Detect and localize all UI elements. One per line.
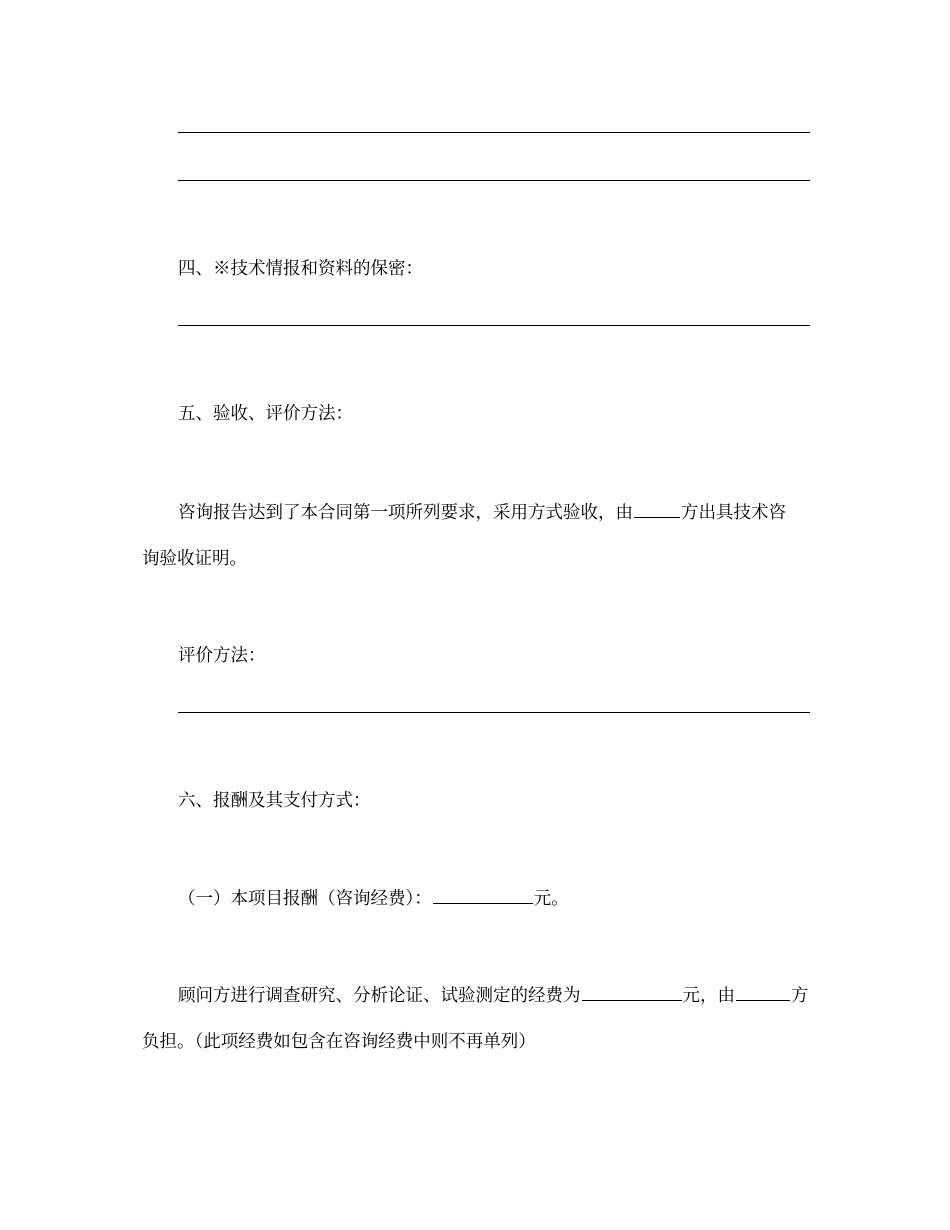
acceptance-text-part2: 方出具技术咨 xyxy=(681,503,786,523)
acceptance-paragraph-line-2: 询验收证明。 xyxy=(142,549,247,569)
evaluation-fill-line xyxy=(178,712,810,713)
remuneration-label: （一）本项目报酬（咨询经费）： xyxy=(178,889,432,909)
section-5-heading: 五、验收、评价方法： xyxy=(178,404,353,424)
research-fee-paragraph-line-2: 负担。（此项经费如包含在咨询经费中则不再单列） xyxy=(142,1032,536,1052)
remuneration-item-1 xyxy=(178,889,569,909)
research-fee-party-blank xyxy=(736,986,790,1001)
evaluation-method-label: 评价方法： xyxy=(178,646,266,666)
research-fee-text-part3: 方 xyxy=(791,986,809,1006)
fill-line-2 xyxy=(178,180,810,181)
section-4-heading: 四、※技术情报和资料的保密： xyxy=(178,259,423,279)
research-fee-amount-blank xyxy=(582,986,682,1001)
section-4-fill-line xyxy=(178,325,810,326)
research-fee-paragraph-line-1 xyxy=(178,986,809,1006)
acceptance-text-part1: 咨询报告达到了本合同第一项所列要求，采用方式验收，由 xyxy=(178,503,633,523)
fill-line-1 xyxy=(178,132,810,133)
remuneration-amount-blank xyxy=(433,889,533,904)
remuneration-unit: 元。 xyxy=(533,889,569,909)
acceptance-paragraph-line-1 xyxy=(178,503,786,523)
acceptance-party-blank xyxy=(634,503,680,518)
research-fee-text-part2: 元，由 xyxy=(682,986,735,1006)
research-fee-text-part1: 顾问方进行调查研究、分析论证、试验测定的经费为 xyxy=(178,986,581,1006)
section-6-heading: 六、报酬及其支付方式： xyxy=(178,791,371,811)
